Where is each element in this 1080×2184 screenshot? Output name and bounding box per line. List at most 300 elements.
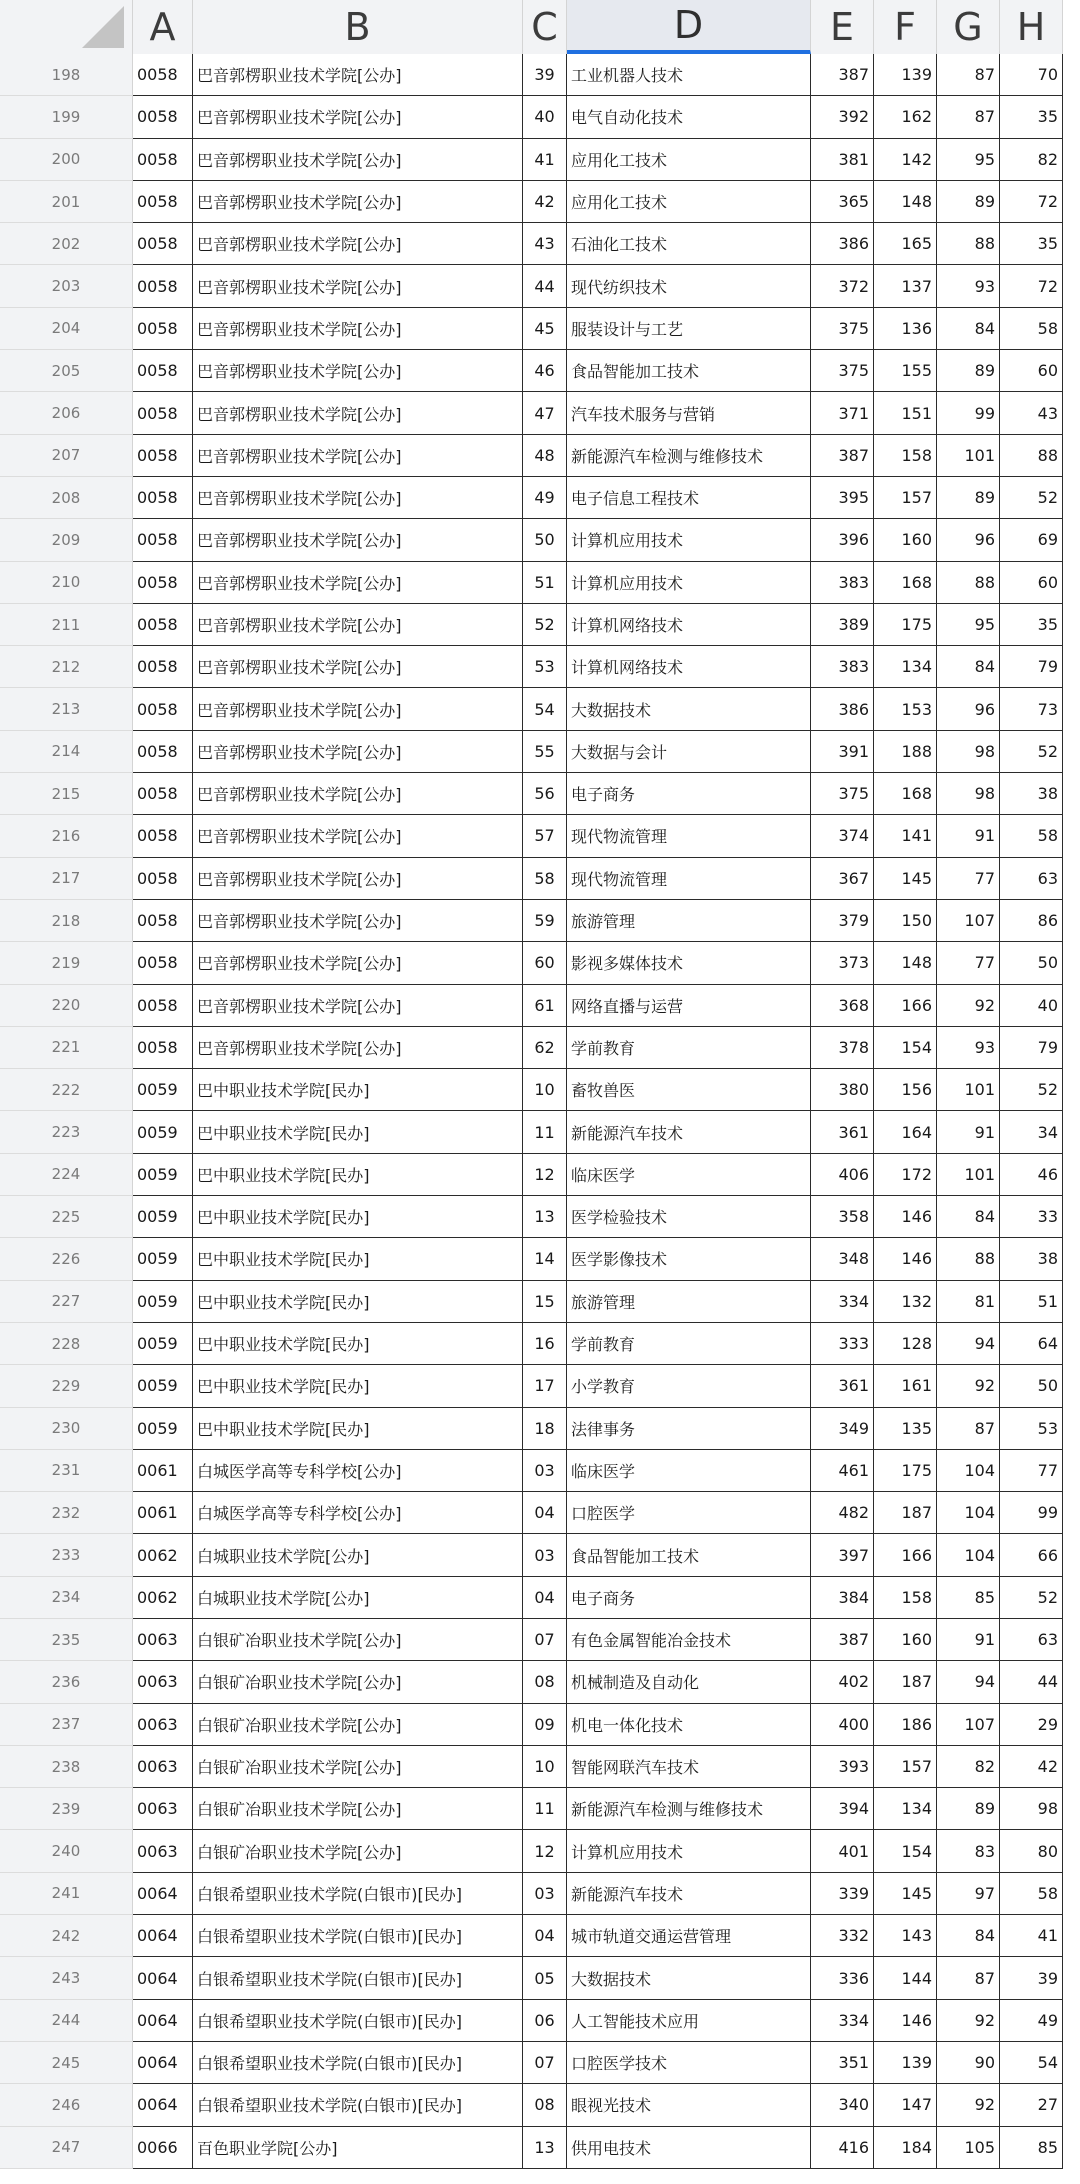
cell-g[interactable]: 107 <box>937 1704 1000 1746</box>
cell-b[interactable]: 巴音郭楞职业技术学院[公办] <box>193 265 523 307</box>
cell-a[interactable]: 0064 <box>133 2084 193 2126</box>
cell-d[interactable]: 计算机应用技术 <box>567 562 811 604</box>
cell-c[interactable]: 03 <box>523 1873 567 1915</box>
cell-b[interactable]: 巴中职业技术学院[民办] <box>193 1196 523 1238</box>
row-number[interactable]: 239 <box>0 1788 133 1830</box>
cell-f[interactable]: 175 <box>874 604 937 646</box>
cell-b[interactable]: 巴音郭楞职业技术学院[公办] <box>193 181 523 223</box>
cell-h[interactable]: 52 <box>1000 1069 1063 1111</box>
cell-c[interactable]: 55 <box>523 731 567 773</box>
cell-a[interactable]: 0059 <box>133 1154 193 1196</box>
column-header-f[interactable]: F <box>874 0 937 54</box>
cell-b[interactable]: 巴音郭楞职业技术学院[公办] <box>193 731 523 773</box>
cell-b[interactable]: 巴中职业技术学院[民办] <box>193 1281 523 1323</box>
cell-g[interactable]: 94 <box>937 1323 1000 1365</box>
cell-e[interactable]: 368 <box>811 985 874 1027</box>
cell-g[interactable]: 92 <box>937 2084 1000 2126</box>
cell-c[interactable]: 18 <box>523 1408 567 1450</box>
cell-e[interactable]: 381 <box>811 139 874 181</box>
cell-a[interactable]: 0058 <box>133 646 193 688</box>
cell-h[interactable]: 73 <box>1000 688 1063 730</box>
cell-c[interactable]: 03 <box>523 1450 567 1492</box>
cell-f[interactable]: 142 <box>874 139 937 181</box>
cell-b[interactable]: 巴音郭楞职业技术学院[公办] <box>193 139 523 181</box>
cell-h[interactable]: 99 <box>1000 1492 1063 1534</box>
cell-h[interactable]: 53 <box>1000 1408 1063 1450</box>
cell-c[interactable]: 43 <box>523 223 567 265</box>
cell-f[interactable]: 166 <box>874 985 937 1027</box>
row-number[interactable]: 207 <box>0 435 133 477</box>
cell-d[interactable]: 计算机网络技术 <box>567 604 811 646</box>
cell-g[interactable]: 84 <box>937 646 1000 688</box>
cell-h[interactable]: 60 <box>1000 350 1063 392</box>
cell-f[interactable]: 160 <box>874 1619 937 1661</box>
cell-b[interactable]: 巴音郭楞职业技术学院[公办] <box>193 435 523 477</box>
cell-c[interactable]: 59 <box>523 900 567 942</box>
row-number[interactable]: 240 <box>0 1830 133 1872</box>
cell-d[interactable]: 现代物流管理 <box>567 858 811 900</box>
cell-b[interactable]: 巴音郭楞职业技术学院[公办] <box>193 96 523 138</box>
cell-b[interactable]: 巴音郭楞职业技术学院[公办] <box>193 773 523 815</box>
cell-a[interactable]: 0058 <box>133 139 193 181</box>
row-number[interactable]: 223 <box>0 1111 133 1153</box>
cell-d[interactable]: 人工智能技术应用 <box>567 2000 811 2042</box>
cell-h[interactable]: 98 <box>1000 1788 1063 1830</box>
cell-a[interactable]: 0058 <box>133 223 193 265</box>
cell-f[interactable]: 153 <box>874 688 937 730</box>
cell-e[interactable]: 482 <box>811 1492 874 1534</box>
cell-c[interactable]: 42 <box>523 181 567 223</box>
column-header-e[interactable]: E <box>811 0 874 54</box>
cell-h[interactable]: 49 <box>1000 2000 1063 2042</box>
row-number[interactable]: 222 <box>0 1069 133 1111</box>
cell-c[interactable]: 40 <box>523 96 567 138</box>
cell-e[interactable]: 395 <box>811 477 874 519</box>
cell-d[interactable]: 电子商务 <box>567 1577 811 1619</box>
row-number[interactable]: 217 <box>0 858 133 900</box>
cell-e[interactable]: 334 <box>811 2000 874 2042</box>
cell-e[interactable]: 392 <box>811 96 874 138</box>
cell-d[interactable]: 旅游管理 <box>567 900 811 942</box>
cell-a[interactable]: 0058 <box>133 731 193 773</box>
cell-d[interactable]: 电气自动化技术 <box>567 96 811 138</box>
cell-c[interactable]: 04 <box>523 1915 567 1957</box>
cell-b[interactable]: 巴音郭楞职业技术学院[公办] <box>193 1027 523 1069</box>
cell-d[interactable]: 新能源汽车检测与维修技术 <box>567 435 811 477</box>
cell-h[interactable]: 64 <box>1000 1323 1063 1365</box>
cell-e[interactable]: 351 <box>811 2042 874 2084</box>
cell-e[interactable]: 375 <box>811 350 874 392</box>
cell-d[interactable]: 新能源汽车技术 <box>567 1111 811 1153</box>
cell-h[interactable]: 63 <box>1000 1619 1063 1661</box>
cell-c[interactable]: 12 <box>523 1154 567 1196</box>
cell-c[interactable]: 61 <box>523 985 567 1027</box>
cell-g[interactable]: 87 <box>937 1957 1000 1999</box>
cell-f[interactable]: 175 <box>874 1450 937 1492</box>
cell-f[interactable]: 162 <box>874 96 937 138</box>
cell-b[interactable]: 白银希望职业技术学院(白银市)[民办] <box>193 1873 523 1915</box>
cell-f[interactable]: 188 <box>874 731 937 773</box>
cell-a[interactable]: 0059 <box>133 1365 193 1407</box>
cell-d[interactable]: 小学教育 <box>567 1365 811 1407</box>
cell-e[interactable]: 358 <box>811 1196 874 1238</box>
cell-f[interactable]: 155 <box>874 350 937 392</box>
cell-e[interactable]: 371 <box>811 392 874 434</box>
cell-a[interactable]: 0058 <box>133 435 193 477</box>
row-number[interactable]: 220 <box>0 985 133 1027</box>
cell-e[interactable]: 372 <box>811 265 874 307</box>
cell-e[interactable]: 348 <box>811 1238 874 1280</box>
row-number[interactable]: 247 <box>0 2127 133 2169</box>
cell-c[interactable]: 53 <box>523 646 567 688</box>
cell-h[interactable]: 35 <box>1000 96 1063 138</box>
cell-a[interactable]: 0059 <box>133 1408 193 1450</box>
cell-b[interactable]: 白银矿冶职业技术学院[公办] <box>193 1619 523 1661</box>
cell-d[interactable]: 石油化工技术 <box>567 223 811 265</box>
cell-f[interactable]: 147 <box>874 2084 937 2126</box>
row-number[interactable]: 243 <box>0 1957 133 1999</box>
cell-h[interactable]: 51 <box>1000 1281 1063 1323</box>
cell-e[interactable]: 396 <box>811 519 874 561</box>
row-number[interactable]: 242 <box>0 1915 133 1957</box>
cell-h[interactable]: 52 <box>1000 731 1063 773</box>
cell-c[interactable]: 09 <box>523 1704 567 1746</box>
cell-h[interactable]: 66 <box>1000 1534 1063 1576</box>
cell-e[interactable]: 375 <box>811 308 874 350</box>
cell-a[interactable]: 0062 <box>133 1577 193 1619</box>
row-number[interactable]: 234 <box>0 1577 133 1619</box>
cell-b[interactable]: 白银希望职业技术学院(白银市)[民办] <box>193 2000 523 2042</box>
cell-d[interactable]: 眼视光技术 <box>567 2084 811 2126</box>
row-number[interactable]: 210 <box>0 562 133 604</box>
row-number[interactable]: 244 <box>0 2000 133 2042</box>
cell-c[interactable]: 12 <box>523 1830 567 1872</box>
cell-g[interactable]: 77 <box>937 942 1000 984</box>
cell-c[interactable]: 10 <box>523 1069 567 1111</box>
cell-h[interactable]: 70 <box>1000 54 1063 96</box>
cell-g[interactable]: 90 <box>937 2042 1000 2084</box>
cell-g[interactable]: 84 <box>937 308 1000 350</box>
cell-f[interactable]: 135 <box>874 1408 937 1450</box>
row-number[interactable]: 235 <box>0 1619 133 1661</box>
cell-c[interactable]: 39 <box>523 54 567 96</box>
cell-a[interactable]: 0064 <box>133 1957 193 1999</box>
cell-h[interactable]: 77 <box>1000 1450 1063 1492</box>
cell-g[interactable]: 91 <box>937 1619 1000 1661</box>
cell-e[interactable]: 336 <box>811 1957 874 1999</box>
cell-e[interactable]: 361 <box>811 1111 874 1153</box>
cell-f[interactable]: 168 <box>874 773 937 815</box>
row-number[interactable]: 213 <box>0 688 133 730</box>
cell-h[interactable]: 35 <box>1000 604 1063 646</box>
cell-d[interactable]: 供用电技术 <box>567 2127 811 2169</box>
cell-c[interactable]: 15 <box>523 1281 567 1323</box>
cell-g[interactable]: 101 <box>937 435 1000 477</box>
row-number[interactable]: 241 <box>0 1873 133 1915</box>
cell-a[interactable]: 0058 <box>133 350 193 392</box>
cell-a[interactable]: 0058 <box>133 985 193 1027</box>
cell-f[interactable]: 146 <box>874 1196 937 1238</box>
cell-d[interactable]: 应用化工技术 <box>567 139 811 181</box>
cell-g[interactable]: 101 <box>937 1154 1000 1196</box>
cell-b[interactable]: 白银希望职业技术学院(白银市)[民办] <box>193 2084 523 2126</box>
cell-d[interactable]: 新能源汽车技术 <box>567 1873 811 1915</box>
cell-f[interactable]: 166 <box>874 1534 937 1576</box>
cell-d[interactable]: 电子商务 <box>567 773 811 815</box>
select-all-corner[interactable] <box>0 0 133 54</box>
cell-c[interactable]: 17 <box>523 1365 567 1407</box>
cell-g[interactable]: 85 <box>937 1577 1000 1619</box>
cell-g[interactable]: 93 <box>937 1027 1000 1069</box>
cell-g[interactable]: 91 <box>937 815 1000 857</box>
cell-g[interactable]: 101 <box>937 1069 1000 1111</box>
cell-f[interactable]: 151 <box>874 392 937 434</box>
cell-g[interactable]: 88 <box>937 1238 1000 1280</box>
cell-d[interactable]: 大数据与会计 <box>567 731 811 773</box>
cell-b[interactable]: 白银矿冶职业技术学院[公办] <box>193 1661 523 1703</box>
cell-e[interactable]: 367 <box>811 858 874 900</box>
cell-h[interactable]: 33 <box>1000 1196 1063 1238</box>
row-number[interactable]: 212 <box>0 646 133 688</box>
row-number[interactable]: 200 <box>0 139 133 181</box>
row-number[interactable]: 201 <box>0 181 133 223</box>
cell-h[interactable]: 44 <box>1000 1661 1063 1703</box>
cell-c[interactable]: 54 <box>523 688 567 730</box>
cell-b[interactable]: 巴中职业技术学院[民办] <box>193 1408 523 1450</box>
cell-g[interactable]: 77 <box>937 858 1000 900</box>
cell-f[interactable]: 143 <box>874 1915 937 1957</box>
cell-f[interactable]: 168 <box>874 562 937 604</box>
cell-f[interactable]: 158 <box>874 1577 937 1619</box>
cell-e[interactable]: 334 <box>811 1281 874 1323</box>
cell-f[interactable]: 134 <box>874 646 937 688</box>
column-header-h[interactable]: H <box>1000 0 1063 54</box>
cell-g[interactable]: 83 <box>937 1830 1000 1872</box>
cell-a[interactable]: 0063 <box>133 1661 193 1703</box>
row-number[interactable]: 228 <box>0 1323 133 1365</box>
cell-b[interactable]: 巴音郭楞职业技术学院[公办] <box>193 562 523 604</box>
cell-f[interactable]: 154 <box>874 1027 937 1069</box>
cell-c[interactable]: 46 <box>523 350 567 392</box>
cell-f[interactable]: 156 <box>874 1069 937 1111</box>
cell-g[interactable]: 92 <box>937 1365 1000 1407</box>
cell-a[interactable]: 0066 <box>133 2127 193 2169</box>
cell-b[interactable]: 白银希望职业技术学院(白银市)[民办] <box>193 2042 523 2084</box>
cell-c[interactable]: 58 <box>523 858 567 900</box>
cell-g[interactable]: 89 <box>937 181 1000 223</box>
cell-g[interactable]: 92 <box>937 2000 1000 2042</box>
cell-d[interactable]: 医学检验技术 <box>567 1196 811 1238</box>
cell-a[interactable]: 0058 <box>133 815 193 857</box>
cell-f[interactable]: 141 <box>874 815 937 857</box>
row-number[interactable]: 202 <box>0 223 133 265</box>
cell-h[interactable]: 40 <box>1000 985 1063 1027</box>
cell-c[interactable]: 07 <box>523 2042 567 2084</box>
cell-a[interactable]: 0058 <box>133 773 193 815</box>
cell-h[interactable]: 58 <box>1000 815 1063 857</box>
cell-d[interactable]: 畜牧兽医 <box>567 1069 811 1111</box>
cell-c[interactable]: 60 <box>523 942 567 984</box>
cell-e[interactable]: 400 <box>811 1704 874 1746</box>
row-number[interactable]: 215 <box>0 773 133 815</box>
cell-e[interactable]: 375 <box>811 773 874 815</box>
cell-h[interactable]: 35 <box>1000 223 1063 265</box>
cell-h[interactable]: 42 <box>1000 1746 1063 1788</box>
cell-d[interactable]: 临床医学 <box>567 1154 811 1196</box>
cell-b[interactable]: 白银矿冶职业技术学院[公办] <box>193 1746 523 1788</box>
cell-f[interactable]: 146 <box>874 1238 937 1280</box>
cell-c[interactable]: 11 <box>523 1111 567 1153</box>
cell-c[interactable]: 03 <box>523 1534 567 1576</box>
cell-h[interactable]: 38 <box>1000 773 1063 815</box>
cell-f[interactable]: 161 <box>874 1365 937 1407</box>
cell-a[interactable]: 0058 <box>133 858 193 900</box>
cell-h[interactable]: 50 <box>1000 1365 1063 1407</box>
cell-b[interactable]: 巴音郭楞职业技术学院[公办] <box>193 985 523 1027</box>
cell-f[interactable]: 148 <box>874 181 937 223</box>
cell-b[interactable]: 巴音郭楞职业技术学院[公办] <box>193 942 523 984</box>
cell-b[interactable]: 巴中职业技术学院[民办] <box>193 1069 523 1111</box>
row-number[interactable]: 226 <box>0 1238 133 1280</box>
row-number[interactable]: 238 <box>0 1746 133 1788</box>
row-number[interactable]: 231 <box>0 1450 133 1492</box>
cell-g[interactable]: 82 <box>937 1746 1000 1788</box>
cell-e[interactable]: 387 <box>811 54 874 96</box>
cell-g[interactable]: 87 <box>937 1408 1000 1450</box>
cell-b[interactable]: 巴音郭楞职业技术学院[公办] <box>193 900 523 942</box>
cell-g[interactable]: 95 <box>937 604 1000 646</box>
cell-e[interactable]: 379 <box>811 900 874 942</box>
row-number[interactable]: 211 <box>0 604 133 646</box>
cell-d[interactable]: 计算机网络技术 <box>567 646 811 688</box>
cell-e[interactable]: 401 <box>811 1830 874 1872</box>
cell-a[interactable]: 0059 <box>133 1196 193 1238</box>
cell-c[interactable]: 14 <box>523 1238 567 1280</box>
cell-f[interactable]: 187 <box>874 1661 937 1703</box>
cell-e[interactable]: 386 <box>811 223 874 265</box>
row-number[interactable]: 246 <box>0 2084 133 2126</box>
cell-g[interactable]: 104 <box>937 1492 1000 1534</box>
cell-c[interactable]: 62 <box>523 1027 567 1069</box>
cell-f[interactable]: 139 <box>874 54 937 96</box>
cell-d[interactable]: 汽车技术服务与营销 <box>567 392 811 434</box>
cell-b[interactable]: 百色职业学院[公办] <box>193 2127 523 2169</box>
cell-a[interactable]: 0063 <box>133 1830 193 1872</box>
cell-d[interactable]: 法律事务 <box>567 1408 811 1450</box>
cell-a[interactable]: 0058 <box>133 562 193 604</box>
row-number[interactable]: 214 <box>0 731 133 773</box>
cell-a[interactable]: 0064 <box>133 1915 193 1957</box>
cell-b[interactable]: 巴音郭楞职业技术学院[公办] <box>193 519 523 561</box>
cell-d[interactable]: 有色金属智能冶金技术 <box>567 1619 811 1661</box>
cell-c[interactable]: 06 <box>523 2000 567 2042</box>
cell-b[interactable]: 巴音郭楞职业技术学院[公办] <box>193 308 523 350</box>
cell-e[interactable]: 406 <box>811 1154 874 1196</box>
cell-h[interactable]: 79 <box>1000 646 1063 688</box>
cell-b[interactable]: 巴音郭楞职业技术学院[公办] <box>193 350 523 392</box>
cell-a[interactable]: 0059 <box>133 1238 193 1280</box>
cell-b[interactable]: 白城医学高等专科学校[公办] <box>193 1450 523 1492</box>
cell-h[interactable]: 72 <box>1000 265 1063 307</box>
cell-e[interactable]: 402 <box>811 1661 874 1703</box>
cell-b[interactable]: 巴音郭楞职业技术学院[公办] <box>193 646 523 688</box>
cell-c[interactable]: 41 <box>523 139 567 181</box>
cell-a[interactable]: 0063 <box>133 1704 193 1746</box>
cell-f[interactable]: 148 <box>874 942 937 984</box>
row-number[interactable]: 199 <box>0 96 133 138</box>
cell-f[interactable]: 136 <box>874 308 937 350</box>
cell-b[interactable]: 巴音郭楞职业技术学院[公办] <box>193 477 523 519</box>
cell-e[interactable]: 373 <box>811 942 874 984</box>
cell-d[interactable]: 现代纺织技术 <box>567 265 811 307</box>
cell-e[interactable]: 349 <box>811 1408 874 1450</box>
cell-f[interactable]: 160 <box>874 519 937 561</box>
cell-d[interactable]: 计算机应用技术 <box>567 1830 811 1872</box>
cell-b[interactable]: 巴音郭楞职业技术学院[公办] <box>193 688 523 730</box>
cell-f[interactable]: 145 <box>874 858 937 900</box>
cell-e[interactable]: 461 <box>811 1450 874 1492</box>
cell-d[interactable]: 学前教育 <box>567 1323 811 1365</box>
cell-h[interactable]: 82 <box>1000 139 1063 181</box>
cell-d[interactable]: 口腔医学技术 <box>567 2042 811 2084</box>
row-number[interactable]: 219 <box>0 942 133 984</box>
cell-d[interactable]: 智能网联汽车技术 <box>567 1746 811 1788</box>
cell-a[interactable]: 0061 <box>133 1492 193 1534</box>
cell-f[interactable]: 128 <box>874 1323 937 1365</box>
cell-f[interactable]: 186 <box>874 1704 937 1746</box>
cell-h[interactable]: 60 <box>1000 562 1063 604</box>
cell-b[interactable]: 巴中职业技术学院[民办] <box>193 1365 523 1407</box>
column-header-g[interactable]: G <box>937 0 1000 54</box>
cell-c[interactable]: 50 <box>523 519 567 561</box>
cell-e[interactable]: 394 <box>811 1788 874 1830</box>
cell-d[interactable]: 口腔医学 <box>567 1492 811 1534</box>
cell-d[interactable]: 大数据技术 <box>567 1957 811 1999</box>
cell-c[interactable]: 51 <box>523 562 567 604</box>
cell-h[interactable]: 79 <box>1000 1027 1063 1069</box>
cell-b[interactable]: 巴音郭楞职业技术学院[公办] <box>193 604 523 646</box>
cell-c[interactable]: 57 <box>523 815 567 857</box>
cell-b[interactable]: 巴音郭楞职业技术学院[公办] <box>193 815 523 857</box>
cell-b[interactable]: 白银矿冶职业技术学院[公办] <box>193 1788 523 1830</box>
cell-d[interactable]: 食品智能加工技术 <box>567 1534 811 1576</box>
cell-h[interactable]: 38 <box>1000 1238 1063 1280</box>
cell-a[interactable]: 0064 <box>133 2042 193 2084</box>
cell-f[interactable]: 137 <box>874 265 937 307</box>
cell-g[interactable]: 95 <box>937 139 1000 181</box>
cell-a[interactable]: 0059 <box>133 1111 193 1153</box>
cell-h[interactable]: 52 <box>1000 477 1063 519</box>
cell-e[interactable]: 389 <box>811 604 874 646</box>
cell-d[interactable]: 计算机应用技术 <box>567 519 811 561</box>
cell-a[interactable]: 0063 <box>133 1788 193 1830</box>
row-number[interactable]: 205 <box>0 350 133 392</box>
cell-h[interactable]: 41 <box>1000 1915 1063 1957</box>
cell-b[interactable]: 白城职业技术学院[公办] <box>193 1577 523 1619</box>
row-number[interactable]: 206 <box>0 392 133 434</box>
cell-h[interactable]: 43 <box>1000 392 1063 434</box>
cell-g[interactable]: 81 <box>937 1281 1000 1323</box>
cell-a[interactable]: 0058 <box>133 688 193 730</box>
cell-b[interactable]: 白银希望职业技术学院(白银市)[民办] <box>193 1957 523 1999</box>
cell-g[interactable]: 98 <box>937 773 1000 815</box>
cell-d[interactable]: 机电一体化技术 <box>567 1704 811 1746</box>
cell-h[interactable]: 27 <box>1000 2084 1063 2126</box>
cell-a[interactable]: 0063 <box>133 1619 193 1661</box>
cell-b[interactable]: 白银矿冶职业技术学院[公办] <box>193 1704 523 1746</box>
cell-g[interactable]: 104 <box>937 1450 1000 1492</box>
cell-a[interactable]: 0062 <box>133 1534 193 1576</box>
